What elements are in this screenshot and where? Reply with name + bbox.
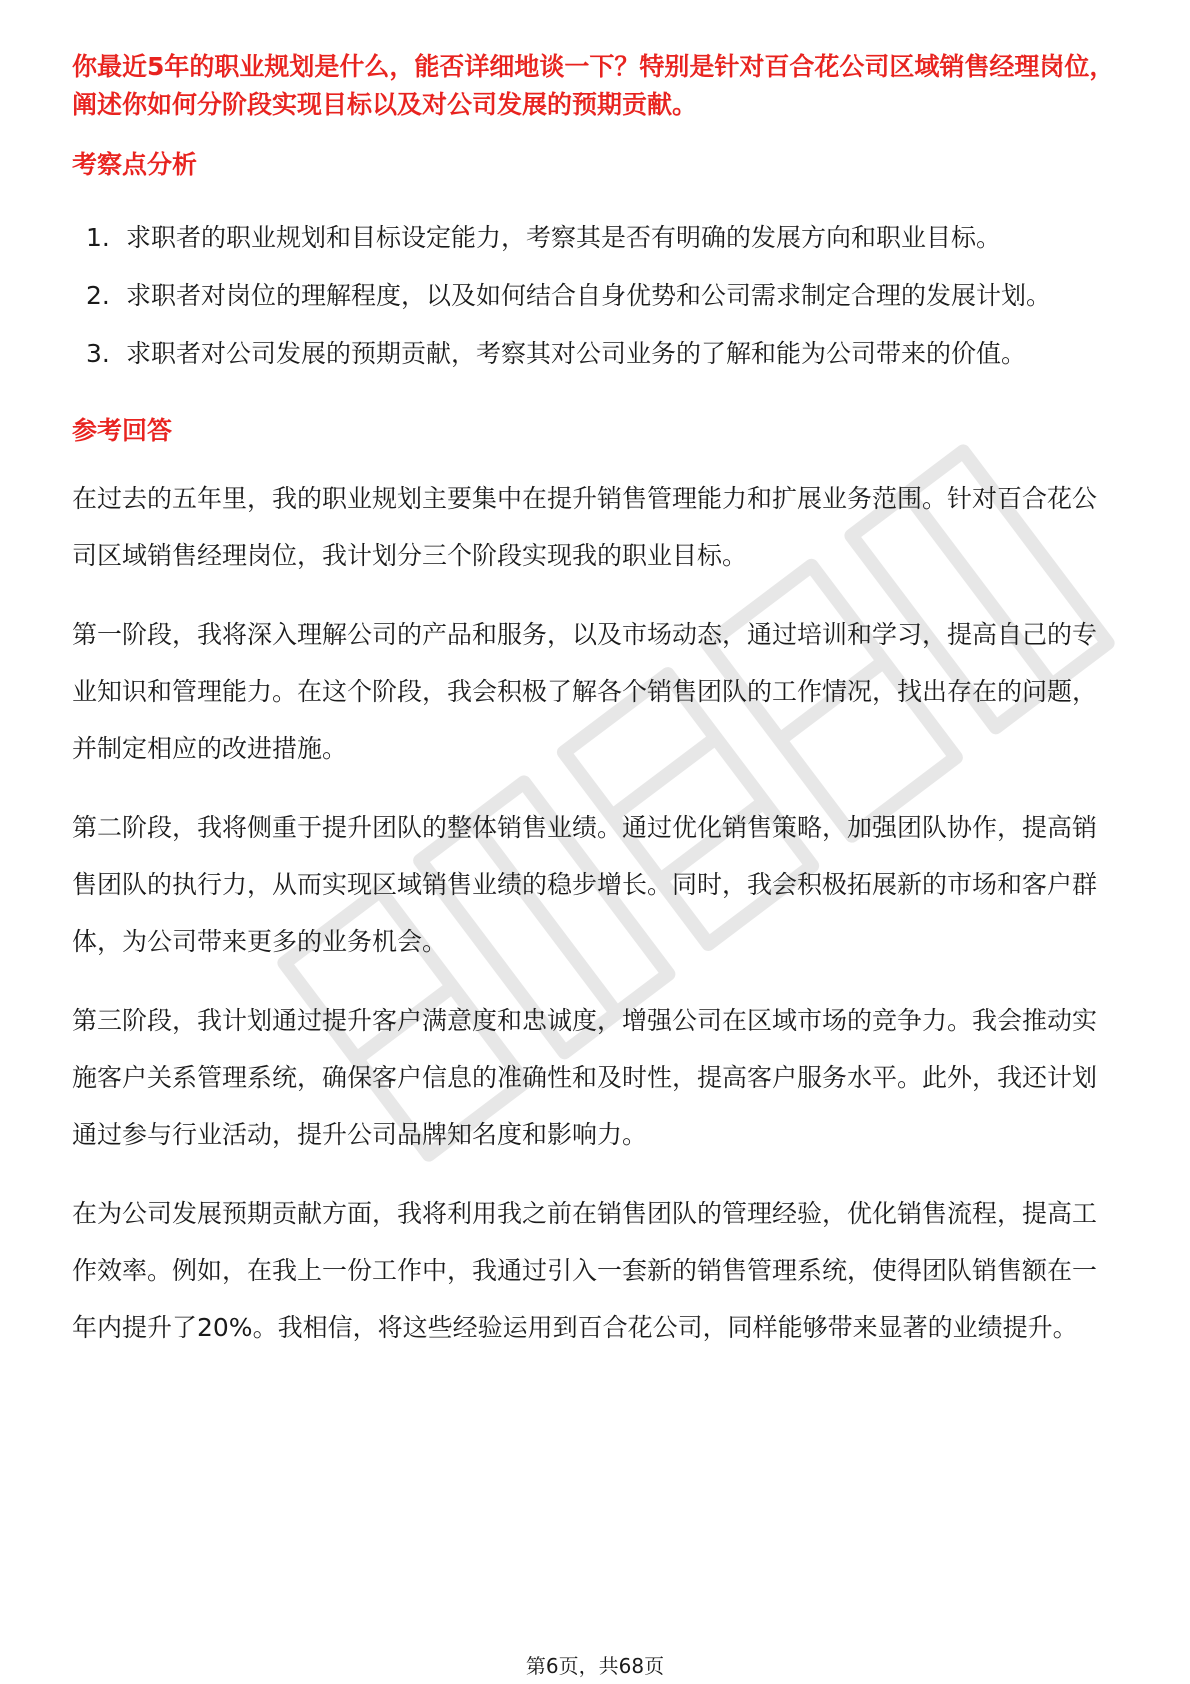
list-item bbox=[72, 267, 1118, 324]
question-title: 你最近5年的职业规划是什么，能否详细地谈一下？特别是针对百合花公司区域销售经理岗位，阐述你如何分阶段实现目标以及对公司发展的预期贡献。 bbox=[72, 52, 1115, 119]
answer-heading: 参考回答 bbox=[72, 416, 173, 445]
answer-paragraph: 第三阶段，我计划通过提升客户满意度和忠诚度，增强公司在区域市场的竞争力。我会推动实施客户关系管理系统，确保客户信息的准确性和及时性，提高客户服务水平。此外，我还计划通过参与行业活动，提升公司品牌知名度和影响力。 bbox=[72, 1006, 1098, 1149]
answer-paragraph: 第二阶段，我将侧重于提升团队的整体销售业绩。通过优化销售策略，加强团队协作，提高销售团队的执行力，从而实现区域销售业绩的稳步增长。同时，我会积极拓展新的市场和客户群体，为公司带来更多的业务机会。 bbox=[72, 813, 1098, 956]
list-item bbox=[72, 209, 1118, 266]
list-item-number: 3. bbox=[86, 339, 110, 368]
analysis-heading: 考察点分析 bbox=[72, 150, 198, 179]
list-item-text: 求职者对公司发展的预期贡献，考察其对公司业务的了解和能为公司带来的价值。 bbox=[126, 339, 1027, 368]
analysis-list bbox=[72, 209, 1118, 382]
list-item-text: 求职者对岗位的理解程度，以及如何结合自身优势和公司需求制定合理的发展计划。 bbox=[126, 281, 1052, 310]
list-item bbox=[72, 325, 1118, 382]
page-number-footer: 第6页，共68页 bbox=[525, 1654, 665, 1678]
answer-paragraph: 在为公司发展预期贡献方面，我将利用我之前在销售团队的管理经验，优化销售流程，提高工作效率。例如，在我上一份工作中，我通过引入一套新的销售管理系统，使得团队销售额在一年内提升了20%。我相信，将这些经验运用到百合花公司，同样能够带来显著的业绩提升。 bbox=[72, 1199, 1098, 1342]
list-item-number: 1. bbox=[86, 223, 110, 252]
answer-paragraph: 第一阶段，我将深入理解公司的产品和服务，以及市场动态，通过培训和学习，提高自己的专业知识和管理能力。在这个阶段，我会积极了解各个销售团队的工作情况，找出存在的问题，并制定相应的改进措施。 bbox=[72, 620, 1098, 763]
document-page bbox=[72, 48, 1118, 1356]
list-item-text: 求职者的职业规划和目标设定能力，考察其是否有明确的发展方向和职业目标。 bbox=[126, 223, 1002, 252]
list-item-number: 2. bbox=[86, 281, 110, 310]
answer-paragraph: 在过去的五年里，我的职业规划主要集中在提升销售管理能力和扩展业务范围。针对百合花公司区域销售经理岗位，我计划分三个阶段实现我的职业目标。 bbox=[72, 484, 1098, 570]
